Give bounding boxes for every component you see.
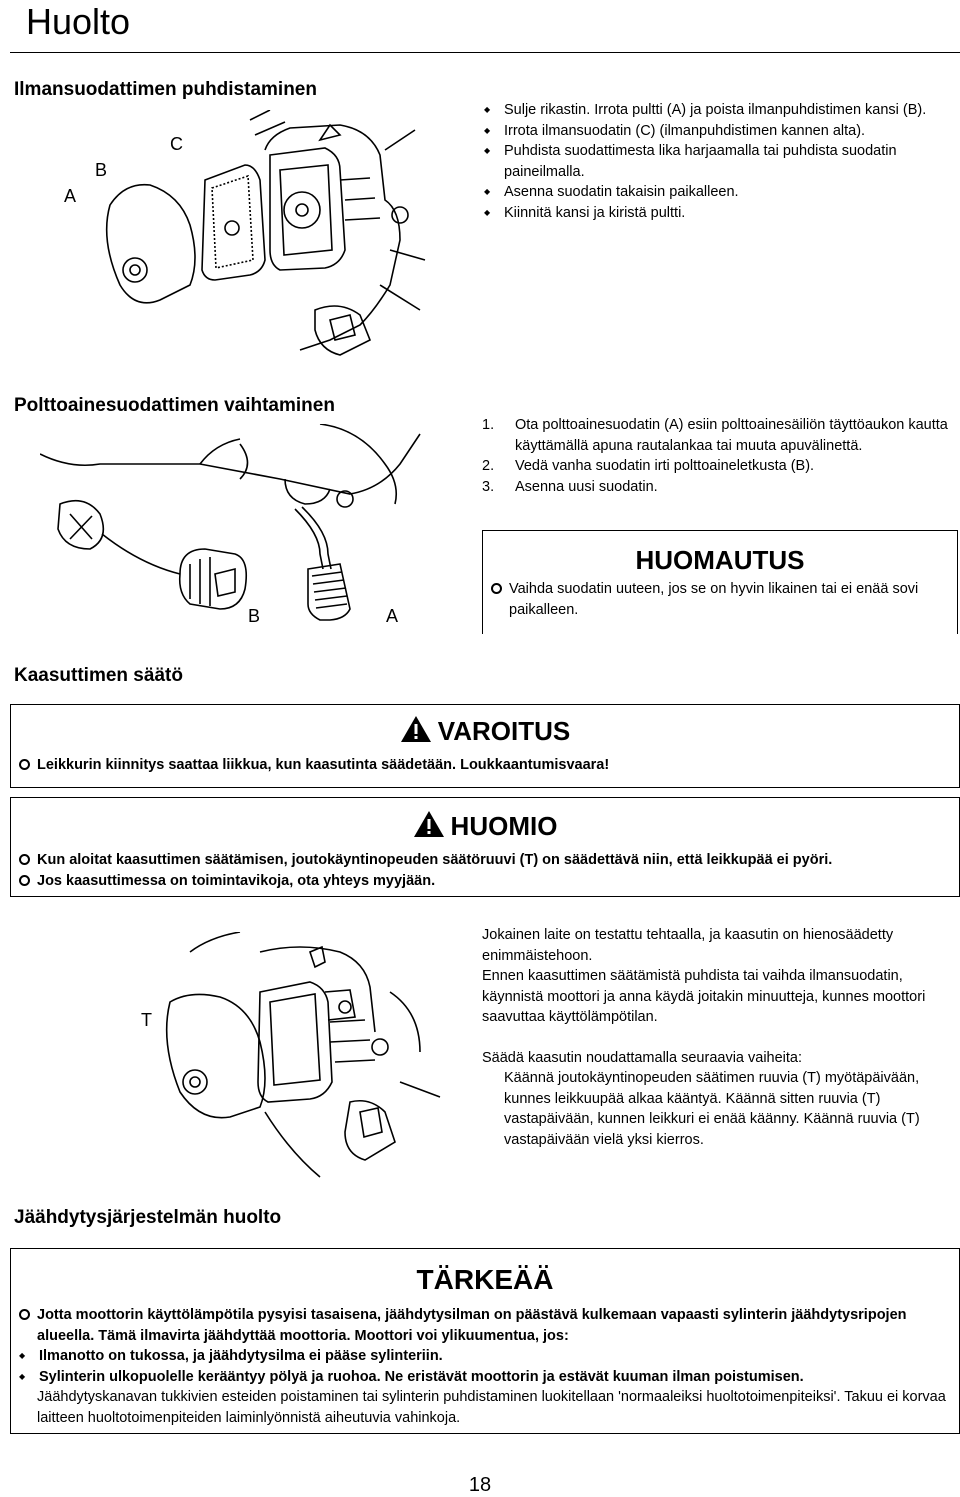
air-filter-illustration xyxy=(40,110,460,360)
figure-label-b: B xyxy=(248,606,261,626)
list-item: ◆ Sylinterin ulkopuolelle kerääntyy pölyä ja ruohoa. Ne eristävät moottorin ja estävät kuuman ilman poistumisen. xyxy=(17,1367,953,1388)
list-item: ◆ Puhdista suodattimesta lika harjaamalla tai puhdista suodatin paineilmalla. xyxy=(482,141,960,182)
list-item: 3. Asenna uusi suodatin. xyxy=(482,478,658,495)
warning-text: Leikkurin kiinnitys saattaa liikkua, kun kaasutinta säädetään. Loukkaantumisvaara! xyxy=(17,755,953,776)
warning-box xyxy=(10,704,960,788)
caution-box xyxy=(10,797,960,897)
important-box xyxy=(10,1248,960,1434)
warning-triangle-icon xyxy=(413,810,445,844)
caution-title: HUOMIO xyxy=(450,811,558,841)
cover-shape xyxy=(107,185,195,303)
fuel-filter-drawing xyxy=(40,424,460,634)
caution-title-row xyxy=(11,798,959,844)
list-item: 1. Ota polttoainesuodatin (A) esiin polttoainesäiliön täyttöaukon kautta käyttämällä apuna rautalankaa tai muuta apuvälinettä. xyxy=(482,417,948,454)
section-heading-cooling: Jäähdytysjärjestelmän huolto xyxy=(14,1207,282,1228)
figure-label-b: B xyxy=(95,160,108,180)
list-item: Kun aloitat kaasuttimen säätämisen, joutokäyntinopeuden säätöruuvi (T) on säädettävä niin, että leikkupää ei pyöri. xyxy=(17,850,953,871)
air-filter-steps xyxy=(482,100,960,223)
list-item: ◆ Kiinnitä kansi ja kiristä pultti. xyxy=(482,203,960,224)
carburetor-instructions xyxy=(482,925,960,1150)
warning-title: VAROITUS xyxy=(437,716,571,746)
figure-label-t: T xyxy=(141,1010,152,1030)
list-item: ◆ Ilmanotto on tukossa, ja jäähdytysilma ei pääse sylinteriin. xyxy=(17,1346,953,1367)
note-title: HUOMAUTUS xyxy=(635,545,805,575)
carburetor-illustration xyxy=(150,932,470,1182)
list-item: ◆ Irrota ilmansuodatin (C) (ilmanpuhdistimen kannen alta). xyxy=(482,121,960,142)
important-title: TÄRKEÄÄ xyxy=(416,1264,554,1295)
important-content xyxy=(11,1295,959,1428)
note-text: Vaihda suodatin uuteen, jos se on hyvin likainen tai ei enää sovi paikalleen. xyxy=(489,579,951,620)
list-item: ◆ Asenna suodatin takaisin paikalleen. xyxy=(482,182,960,203)
paragraph: Ennen kaasuttimen säätämistä puhdista tai vaihda ilmansuodatin, käynnistä moottori ja anna käydä joitakin minuutteja, kunnes moottori saavuttaa käyttölämpötilan. xyxy=(482,968,926,1025)
title-divider xyxy=(10,52,960,53)
important-main-text: Jotta moottorin käyttölämpötila pysyisi tasaisena, jäähdytysilman on päästävä kulkemaan vapaasti sylinterin jäähdytysripojen alueella. Tämä ilmavirta jäähdyttää moottoria. Moottori voi ylikuumentua, jos: xyxy=(17,1305,953,1346)
page-title: Huolto xyxy=(26,1,131,42)
section-heading-air-filter: Ilmansuodattimen puhdistaminen xyxy=(14,79,317,100)
list-item: ◆ Sulje rikastin. Irrota pultti (A) ja poista ilmanpuhdistimen kansi (B). xyxy=(482,100,960,121)
page-number: 18 xyxy=(468,1474,492,1496)
section-heading-carburetor: Kaasuttimen säätö xyxy=(14,665,183,686)
air-filter-drawing xyxy=(40,110,460,360)
section-heading-fuel-filter: Polttoainesuodattimen vaihtaminen xyxy=(14,395,335,416)
important-footer-text: Jäähdytyskanavan tukkivien esteiden poistaminen tai sylinterin puhdistaminen luokitellaan 'normaaleiksi huoltotoimenpiteiksi'. Takuu ei korvaa laitteen huoltotoimenpiteiden laiminlyönnistä aiheutuvia vahinkoja. xyxy=(37,1389,946,1426)
paragraph: Jokainen laite on testattu tehtaalla, ja kaasutin on hienosäädetty enimmäistehoon. xyxy=(482,927,894,964)
figure-label-c: C xyxy=(170,134,183,154)
paragraph: Käännä joutokäyntinopeuden säätimen ruuvia (T) myötäpäivään, kunnes leikkuupää alkaa kääntyä. Käännä sitten ruuvia (T) vastapäivään, kunnen leikkuri ei enää käänny. Käännä ruuvia (T) vastapäivään vielä yksi kierros. xyxy=(504,1070,920,1148)
warning-triangle-icon xyxy=(400,715,432,749)
note-box xyxy=(482,530,958,634)
list-item: 2. Vedä vanha suodatin irti polttoaineletkusta (B). xyxy=(482,458,815,474)
warning-title-row xyxy=(11,705,959,749)
paragraph: Säädä kaasutin noudattamalla seuraavia vaiheita: xyxy=(482,1049,803,1066)
fuel-filter-steps xyxy=(482,415,960,497)
fuel-filter-illustration xyxy=(40,424,460,634)
figure-label-a: A xyxy=(386,606,399,626)
figure-label-a: A xyxy=(64,186,77,206)
carburetor-drawing xyxy=(150,932,470,1182)
list-item: Jos kaasuttimessa on toimintavikoja, ota yhteys myyjään. xyxy=(17,871,953,892)
